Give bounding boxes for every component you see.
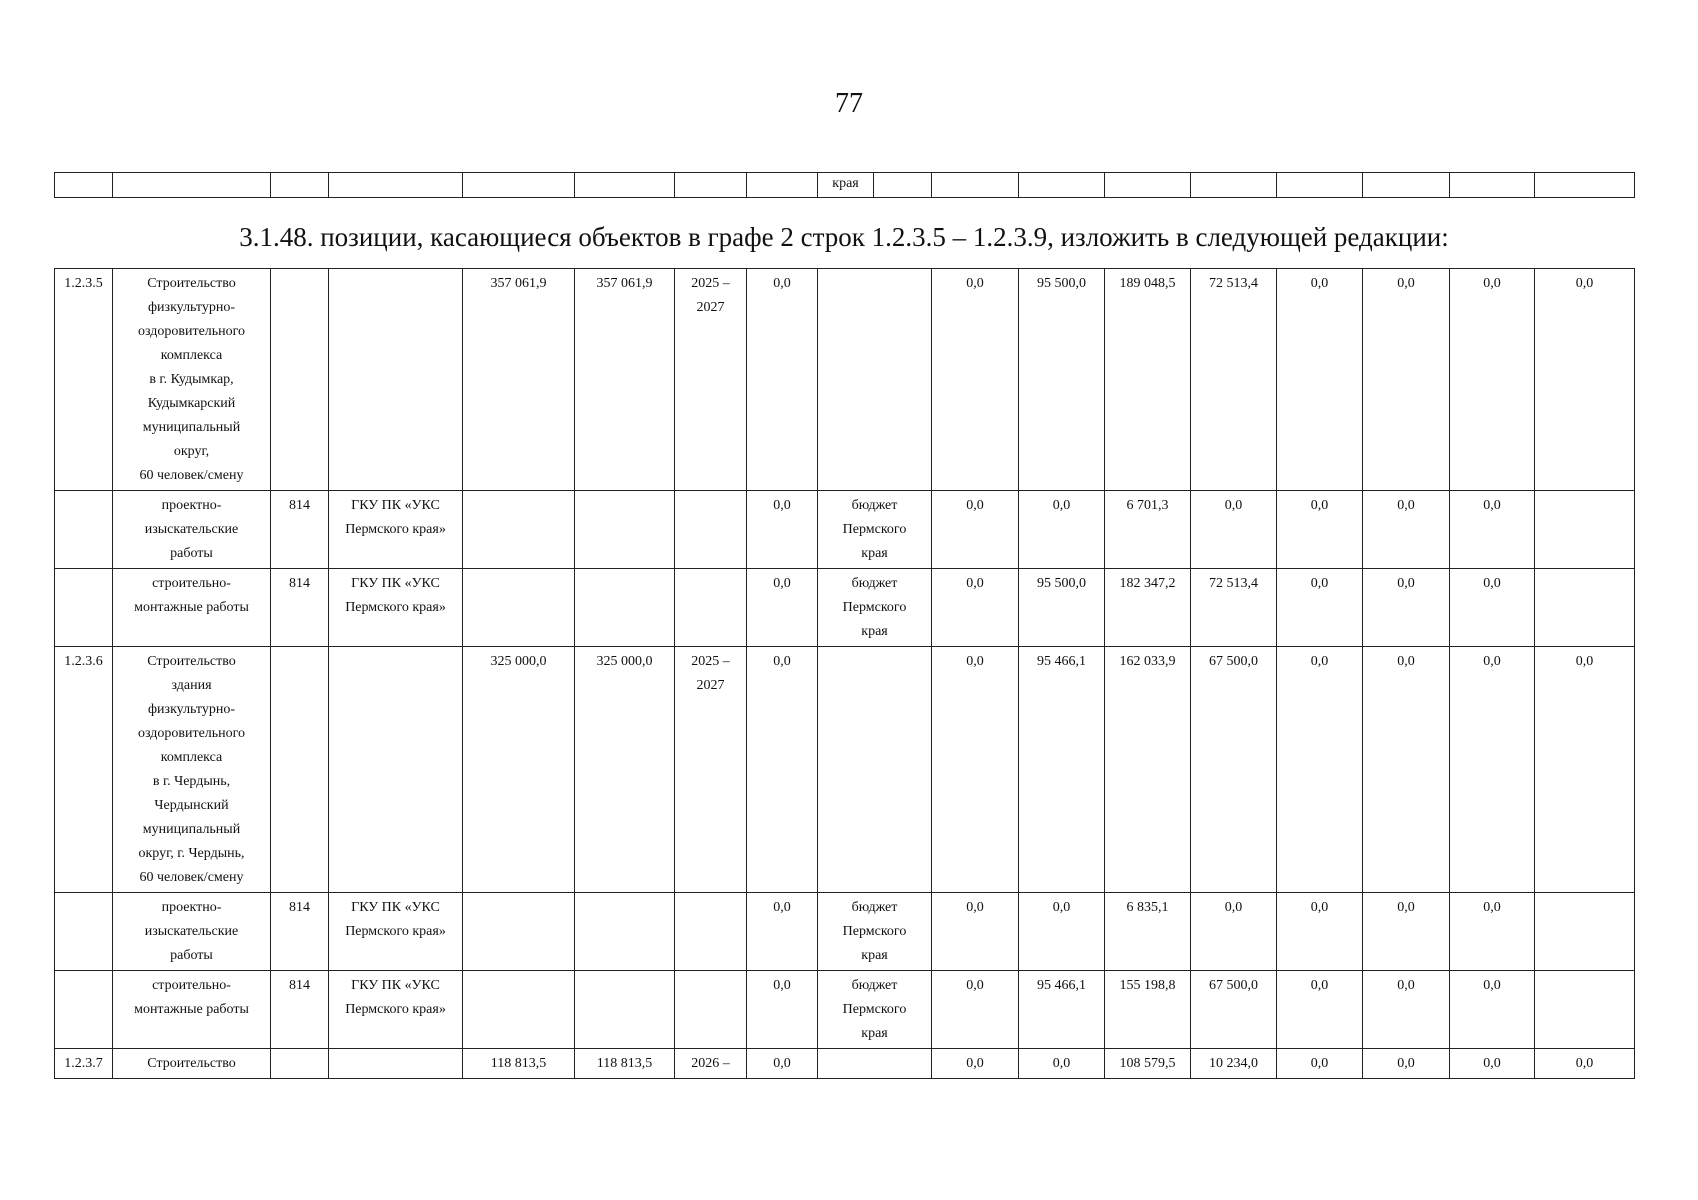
- table-cell: [575, 569, 675, 647]
- table-cell: проектно- изыскательские работы: [113, 893, 271, 971]
- table-cell: бюджет Пермского края: [818, 569, 932, 647]
- table-cell: 0,0: [932, 569, 1019, 647]
- table-cell: [575, 893, 675, 971]
- table-cell: 155 198,8: [1105, 971, 1191, 1049]
- table-cell: 0,0: [1363, 971, 1450, 1049]
- table-cell: 0,0: [747, 1049, 818, 1079]
- table-cell: ГКУ ПК «УКС Пермского края»: [329, 491, 463, 569]
- table-cell: 814: [271, 971, 329, 1049]
- table-cell: [271, 647, 329, 893]
- table-cell: 10 234,0: [1191, 1049, 1277, 1079]
- table-cell: 814: [271, 491, 329, 569]
- table-cell: 2025 – 2027: [675, 647, 747, 893]
- table-cell: [575, 491, 675, 569]
- table-cell: 72 513,4: [1191, 569, 1277, 647]
- table-cell: 118 813,5: [575, 1049, 675, 1079]
- table-cell: 0,0: [1277, 569, 1363, 647]
- table-cell: 0,0: [1450, 269, 1535, 491]
- table-row: [55, 647, 1635, 893]
- table-cell: [1535, 491, 1635, 569]
- table-cell: [271, 1049, 329, 1079]
- table-cell: 95 466,1: [1019, 971, 1105, 1049]
- table-cell: 1.2.3.6: [55, 647, 113, 893]
- table-cell: [55, 569, 113, 647]
- table-cell: 67 500,0: [1191, 971, 1277, 1049]
- table-cell: [55, 893, 113, 971]
- table-cell: [463, 971, 575, 1049]
- strip-cell: [1105, 173, 1191, 198]
- table-cell: 0,0: [1450, 893, 1535, 971]
- table-cell: 2025 – 2027: [675, 269, 747, 491]
- table-cell: 0,0: [1363, 269, 1450, 491]
- table-cell: 118 813,5: [463, 1049, 575, 1079]
- table-cell: бюджет Пермского края: [818, 971, 932, 1049]
- table-cell: 0,0: [1277, 1049, 1363, 1079]
- table-cell: [575, 971, 675, 1049]
- table-cell: [55, 491, 113, 569]
- table-cell: 182 347,2: [1105, 569, 1191, 647]
- table-cell: [271, 269, 329, 491]
- table-cell: Строительство здания физкультурно- оздоровительного комплекса в г. Чердынь, Чердынский муниципальный округ, г. Чердынь, 60 человек/смену: [113, 647, 271, 893]
- table-cell: [675, 971, 747, 1049]
- table-cell: бюджет Пермского края: [818, 893, 932, 971]
- table-cell: 108 579,5: [1105, 1049, 1191, 1079]
- table-cell: 0,0: [747, 569, 818, 647]
- strip-cell: [1191, 173, 1277, 198]
- table-cell: [1535, 569, 1635, 647]
- strip-cell: [932, 173, 1019, 198]
- table-cell: бюджет Пермского края: [818, 491, 932, 569]
- strip-cell: края: [818, 173, 874, 198]
- table-cell: 0,0: [1450, 971, 1535, 1049]
- strip-cell: [575, 173, 675, 198]
- table-cell: 0,0: [1191, 893, 1277, 971]
- table-cell: 325 000,0: [463, 647, 575, 893]
- strip-cell: [1535, 173, 1635, 198]
- strip-cell: [329, 173, 463, 198]
- table-cell: 2026 –: [675, 1049, 747, 1079]
- strip-cell: [675, 173, 747, 198]
- table-row: [55, 569, 1635, 647]
- table-cell: 0,0: [932, 647, 1019, 893]
- table-row: [55, 893, 1635, 971]
- table-cell: 95 500,0: [1019, 569, 1105, 647]
- table-cell: 814: [271, 893, 329, 971]
- table-cell: 0,0: [932, 1049, 1019, 1079]
- table-cell: 0,0: [1019, 1049, 1105, 1079]
- table-cell: 814: [271, 569, 329, 647]
- table-cell: 0,0: [1191, 491, 1277, 569]
- table-row: [55, 1049, 1635, 1079]
- table-cell: 0,0: [1363, 491, 1450, 569]
- table-cell: [329, 1049, 463, 1079]
- table-cell: 0,0: [1019, 893, 1105, 971]
- strip-cell: [1363, 173, 1450, 198]
- strip-cell: [55, 173, 113, 198]
- table-cell: 0,0: [1277, 647, 1363, 893]
- strip-cell: [747, 173, 818, 198]
- table-cell: [329, 647, 463, 893]
- table-cell: ГКУ ПК «УКС Пермского края»: [329, 569, 463, 647]
- table-cell: 0,0: [932, 971, 1019, 1049]
- table-cell: 0,0: [1363, 893, 1450, 971]
- table-cell: 1.2.3.7: [55, 1049, 113, 1079]
- strip-cell: [271, 173, 329, 198]
- table-cell: [675, 491, 747, 569]
- table-cell: 0,0: [1535, 647, 1635, 893]
- table-cell: проектно- изыскательские работы: [113, 491, 271, 569]
- table-cell: 0,0: [1277, 269, 1363, 491]
- table-cell: ГКУ ПК «УКС Пермского края»: [329, 971, 463, 1049]
- table-cell: Строительство: [113, 1049, 271, 1079]
- table-cell: 0,0: [932, 893, 1019, 971]
- table-cell: [463, 569, 575, 647]
- table-cell: 0,0: [1363, 569, 1450, 647]
- table-cell: 95 466,1: [1019, 647, 1105, 893]
- table-row: [55, 491, 1635, 569]
- table-cell: 0,0: [1535, 269, 1635, 491]
- table-cell: [818, 269, 932, 491]
- table-cell: [675, 569, 747, 647]
- strip-cell: [1450, 173, 1535, 198]
- table-cell: 189 048,5: [1105, 269, 1191, 491]
- continuation-table-strip: [54, 172, 1635, 198]
- table-cell: [675, 893, 747, 971]
- table-cell: 357 061,9: [463, 269, 575, 491]
- page-number: 77: [835, 88, 863, 119]
- table-cell: 0,0: [1450, 1049, 1535, 1079]
- table-cell: 0,0: [1363, 1049, 1450, 1079]
- table-cell: [463, 491, 575, 569]
- table-cell: 0,0: [1363, 647, 1450, 893]
- table-cell: 0,0: [1450, 647, 1535, 893]
- table-row: [55, 269, 1635, 491]
- table-cell: 325 000,0: [575, 647, 675, 893]
- table-cell: 72 513,4: [1191, 269, 1277, 491]
- table-cell: 0,0: [1277, 491, 1363, 569]
- table-cell: 0,0: [747, 491, 818, 569]
- table-cell: 162 033,9: [1105, 647, 1191, 893]
- table-row: [55, 971, 1635, 1049]
- table-cell: 0,0: [747, 269, 818, 491]
- amendment-heading: 3.1.48. позиции, касающиеся объектов в графе 2 строк 1.2.3.5 – 1.2.3.9, изложить в следующей редакции:: [239, 222, 1449, 252]
- table-cell: 0,0: [747, 893, 818, 971]
- table-cell: 0,0: [747, 971, 818, 1049]
- table-cell: 0,0: [1019, 491, 1105, 569]
- table-cell: 0,0: [1277, 971, 1363, 1049]
- table-cell: 0,0: [932, 269, 1019, 491]
- table-cell: [818, 1049, 932, 1079]
- strip-row: [55, 173, 1635, 198]
- table-cell: [1535, 971, 1635, 1049]
- table-cell: строительно- монтажные работы: [113, 971, 271, 1049]
- strip-cell: [874, 173, 932, 198]
- table-cell: [463, 893, 575, 971]
- table-cell: 0,0: [747, 647, 818, 893]
- strip-cell: [1277, 173, 1363, 198]
- table-cell: 0,0: [1535, 1049, 1635, 1079]
- strip-cell: [113, 173, 271, 198]
- table-cell: 0,0: [1277, 893, 1363, 971]
- table-cell: [329, 269, 463, 491]
- table-cell: 0,0: [1450, 569, 1535, 647]
- table-cell: 67 500,0: [1191, 647, 1277, 893]
- table-cell: ГКУ ПК «УКС Пермского края»: [329, 893, 463, 971]
- table-cell: [55, 971, 113, 1049]
- table-cell: строительно- монтажные работы: [113, 569, 271, 647]
- strip-cell: [1019, 173, 1105, 198]
- budget-table: [54, 268, 1635, 1079]
- table-cell: 0,0: [1450, 491, 1535, 569]
- table-cell: [818, 647, 932, 893]
- table-cell: 0,0: [932, 491, 1019, 569]
- table-cell: 95 500,0: [1019, 269, 1105, 491]
- table-cell: 6 701,3: [1105, 491, 1191, 569]
- table-cell: Строительство физкультурно- оздоровительного комплекса в г. Кудымкар, Кудымкарский муниципальный округ, 60 человек/смену: [113, 269, 271, 491]
- strip-cell: [463, 173, 575, 198]
- table-cell: 1.2.3.5: [55, 269, 113, 491]
- table-cell: 357 061,9: [575, 269, 675, 491]
- table-cell: 6 835,1: [1105, 893, 1191, 971]
- table-cell: [1535, 893, 1635, 971]
